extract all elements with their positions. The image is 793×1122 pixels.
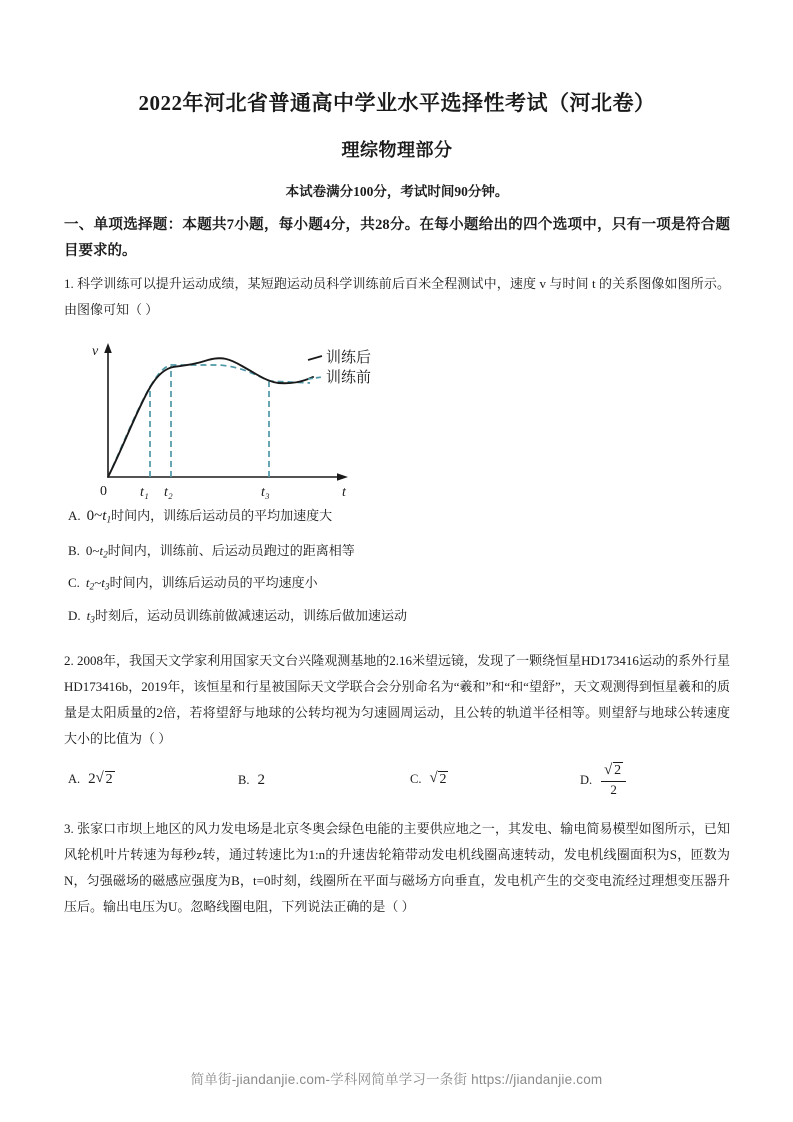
footer-watermark: 简单街-jiandanjie.com-学科网简单学习一条街 https://jiandanjie.com (190, 1072, 603, 1087)
question-2-number: 2. (64, 653, 74, 669)
option-2-A-coefficient: 2 (88, 771, 96, 788)
option-2-D[interactable] (580, 762, 720, 797)
option-1-C-label: C. (68, 575, 80, 591)
option-1-A-sub: 1 (106, 515, 112, 526)
legend-line-after (308, 356, 322, 360)
velocity-time-chart (70, 329, 400, 501)
page-content (64, 88, 730, 924)
option-1-D-sub: 3 (90, 615, 95, 626)
option-2-D-radicand: 2 (614, 763, 622, 779)
option-1-D-var: t (86, 607, 91, 623)
tick-label-t1: t₁ (140, 485, 149, 501)
option-1-C-sub2: 3 (104, 583, 110, 594)
option-1-B-sub: 2 (103, 550, 108, 561)
tick-label-t3: t₃ (261, 485, 270, 501)
option-2-C-sqrt (429, 771, 448, 789)
option-1-C-text: 时间内，训练后运动员的平均速度小 (109, 575, 318, 591)
option-1-C-var2: t (101, 575, 105, 591)
page-title: 2022年河北省普通高中学业水平选择性考试（河北卷） (138, 91, 656, 115)
option-2-C[interactable] (410, 771, 580, 789)
question-2-options (64, 762, 730, 797)
legend-label-before-training: 训练前 (326, 370, 372, 387)
option-2-C-label: C. (410, 772, 422, 787)
option-2-A-radicand: 2 (105, 772, 113, 788)
option-1-B-label: B. (68, 542, 80, 558)
option-2-A[interactable] (68, 771, 238, 789)
option-2-B-label: B. (238, 772, 250, 787)
option-2-D-sqrt (604, 762, 623, 780)
curve-after-training (108, 358, 313, 477)
option-1-D[interactable] (64, 600, 730, 633)
option-1-A-text: 时间内，训练后运动员的平均加速度大 (111, 508, 333, 524)
tick-label-t2: t₂ (164, 485, 173, 501)
exam-info: 本试卷满分100分，考试时间90分钟。 (285, 183, 509, 199)
option-1-D-label: D. (68, 607, 81, 623)
option-2-A-label: A. (68, 772, 81, 787)
option-2-D-fraction (601, 762, 626, 797)
question-1-options (64, 498, 730, 632)
option-1-A[interactable] (64, 498, 730, 535)
option-2-A-sqrt (96, 771, 115, 789)
option-1-A-prefix: 0~ (86, 508, 103, 525)
option-1-C-var: t (85, 575, 90, 591)
option-1-D-text: 时刻后，运动员训练前做减速运动，训练后做加速运动 (94, 607, 407, 623)
x-axis-label: t (342, 485, 346, 501)
option-2-B[interactable] (238, 772, 410, 789)
option-1-C-sub: 2 (89, 583, 95, 594)
option-2-D-denominator: 2 (601, 781, 626, 798)
option-1-B-var: t (99, 542, 104, 558)
option-1-B[interactable] (64, 535, 730, 568)
option-1-B-text: 时间内，训练前、后运动员跑过的距离相等 (107, 542, 355, 558)
figure-velocity-time-graph (64, 329, 730, 501)
page-subtitle: 理综物理部分 (341, 139, 453, 160)
option-1-B-prefix: 0~ (85, 542, 100, 558)
y-axis-label: v (92, 344, 99, 360)
option-2-D-label: D. (580, 772, 593, 787)
option-2-C-radicand: 2 (439, 772, 447, 788)
origin-label: 0 (100, 484, 107, 500)
x-axis-arrow (337, 473, 348, 481)
option-1-C-mid: ~ (94, 575, 102, 591)
option-1-A-label: A. (68, 508, 81, 524)
question-3-text: 张家口市坝上地区的风力发电场是北京冬奥会绿色电能的主要供应地之一，其发电、输电简易模型如图所示，已知风轮机叶片转速为每秒z转，通过转速比为1:n的升速齿轮箱带动发电机线圈高速转动，发电机线圈面积为S，匝数为N，匀强磁场的磁感应强度为B，t=0时刻，线圈所在平面与磁场方向垂直，发电机产生的交变电流经过理想变压器升压后。输出电压为U。忽略线圈电阻，下列说法正确的是（ ） (64, 820, 730, 914)
question-1 (64, 271, 730, 323)
option-1-A-var: t (102, 508, 107, 525)
legend-label-after-training: 训练后 (326, 350, 372, 367)
option-2-D-numerator (601, 762, 626, 781)
curve-before-training (108, 365, 310, 477)
question-3-number: 3. (64, 820, 74, 836)
option-1-C[interactable] (64, 567, 730, 600)
question-2 (64, 648, 730, 752)
y-axis-arrow (104, 343, 112, 353)
option-2-B-value: 2 (257, 771, 265, 788)
question-2-text: 2008年，我国天文学家利用国家天文台兴隆观测基地的2.16米望远镜，发现了一颗绕恒星HD173416运动的系外行星HD173416b，2019年，该恒星和行星被国际天文学联合会分别命名为“羲和”和“和“望舒”，天文观测得到恒星羲和的质量是太阳质量的2倍，若将望舒与地球的公转均视为匀速圆周运动，且公转的轨道半径相等。则望舒与地球公转速度大小的比值为（ ） (64, 653, 731, 747)
question-1-number: 1. (64, 276, 74, 292)
question-1-text: 科学训练可以提升运动成绩，某短跑运动员科学训练前后百米全程测试中，速度 v 与时间 t 的关系图像如图所示。由图像可知（ ） (64, 276, 730, 318)
section-heading: 一、单项选择题：本题共7小题，每小题4分，共28分。在每小题给出的四个选项中，只有一项是符合题目要求的。 (64, 216, 730, 260)
question-3 (64, 816, 730, 920)
